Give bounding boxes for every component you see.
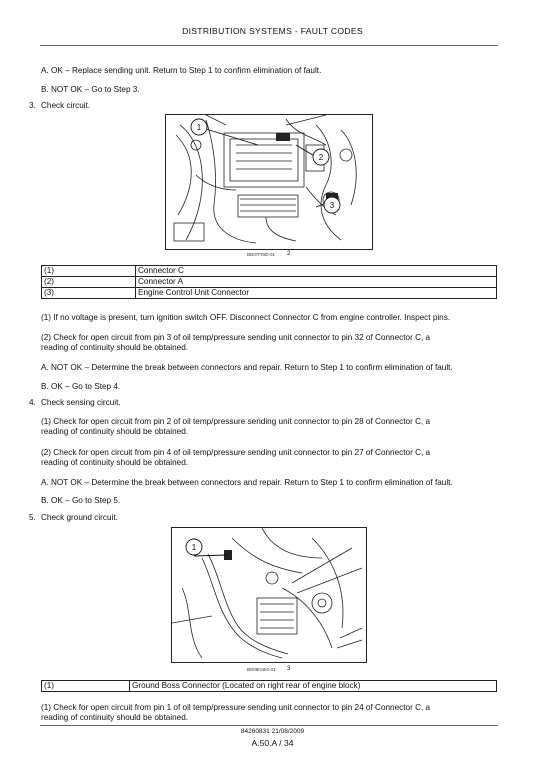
step4-paragraph-1-line1: (1) Check for open circuit from pin 2 of oil temp/pressure sending unit connector to pin 28 of Connector C, a — [41, 417, 431, 426]
legend-ref: (1) — [42, 266, 136, 277]
footer-page-number: A.50.A / 34 — [251, 738, 294, 748]
step4-title: Check sensing circuit. — [41, 398, 121, 407]
header-rule — [40, 45, 498, 46]
figure2-legend-table — [41, 265, 497, 299]
footer-rule — [40, 725, 498, 726]
step2-option-b: B. NOT OK – Go to Step 3. — [41, 85, 140, 94]
page-header: DISTRIBUTION SYSTEMS - FAULT CODES — [182, 26, 363, 36]
step4-paragraph-2-line1: (2) Check for open circuit from pin 4 of oil temp/pressure sending unit connector to pin 27 of Connector C, a — [41, 448, 431, 457]
step5-number: 5. — [29, 513, 36, 522]
step3-paragraph-2-line1: (2) Check for open circuit from pin 3 of oil temp/pressure sending unit connector to pin 32 of Connector C, a — [41, 333, 431, 342]
step3-paragraph-2-line2: reading of continuity should be obtained. — [41, 343, 189, 352]
table-row — [42, 266, 497, 277]
figure2-number: 2 — [287, 251, 291, 257]
ground-figure-3 — [171, 527, 367, 663]
step4-number: 4. — [29, 398, 36, 407]
step4-paragraph-2-line2: reading of continuity should be obtained. — [41, 458, 189, 467]
footer-doc-id: 84260831 21/08/2009 — [240, 728, 305, 735]
table-row — [42, 277, 497, 288]
figure2-callout-3: 3 — [329, 201, 335, 210]
step4-paragraph-1-line2: reading of continuity should be obtained. — [41, 427, 189, 436]
step4-option-b: B. OK – Go to Step 5. — [41, 496, 121, 505]
figure3-number: 3 — [287, 666, 291, 672]
step2-option-a: A. OK – Replace sending unit. Return to Step 1 to confirm elimination of fault. — [41, 66, 322, 75]
step3-number: 3. — [29, 101, 36, 110]
ground-connector-illustration — [172, 528, 366, 662]
legend-ref: (2) — [42, 277, 136, 288]
legend-label: Engine Control Unit Connector — [136, 288, 497, 299]
step5-paragraph-1-line2: reading of continuity should be obtained. — [41, 713, 189, 722]
engine-illustration — [166, 115, 372, 249]
step3-paragraph-1: (1) If no voltage is present, turn ignition switch OFF. Disconnect Connector C from engine controller. Inspect pins. — [41, 313, 451, 322]
step5-title: Check ground circuit. — [41, 513, 118, 522]
step3-title: Check circuit. — [41, 101, 91, 110]
table-row — [42, 288, 497, 299]
figure3-code: BD08H454-01 — [247, 667, 276, 672]
legend-ref: (3) — [42, 288, 136, 299]
step4-option-a: A. NOT OK – Determine the break between connectors and repair. Return to Step 1 to confirm elimination of fault. — [41, 478, 453, 487]
step3-option-b: B. OK – Go to Step 4. — [41, 382, 121, 391]
engine-figure-2 — [165, 114, 373, 250]
step3-option-a: A. NOT OK – Determine the break between connectors and repair. Return to Step 1 to confirm elimination of fault. — [41, 363, 453, 372]
step5-paragraph-1-line1: (1) Check for open circuit from pin 1 of oil temp/pressure sending unit connector to pin 24 of Connector C, a — [41, 703, 431, 712]
legend-label: Connector A — [136, 277, 497, 288]
legend-ref: (1) — [42, 681, 130, 692]
table-row — [42, 681, 497, 692]
legend-label: Ground Boss Connector (Located on right rear of engine block) — [130, 681, 497, 692]
figure3-legend-table — [41, 680, 497, 692]
legend-label: Connector C — [136, 266, 497, 277]
figure2-code: BD07F050-01 — [247, 252, 276, 257]
figure2-callout-1: 1 — [196, 123, 202, 132]
figure2-callout-2: 2 — [318, 153, 324, 162]
figure3-callout-1: 1 — [191, 543, 197, 552]
